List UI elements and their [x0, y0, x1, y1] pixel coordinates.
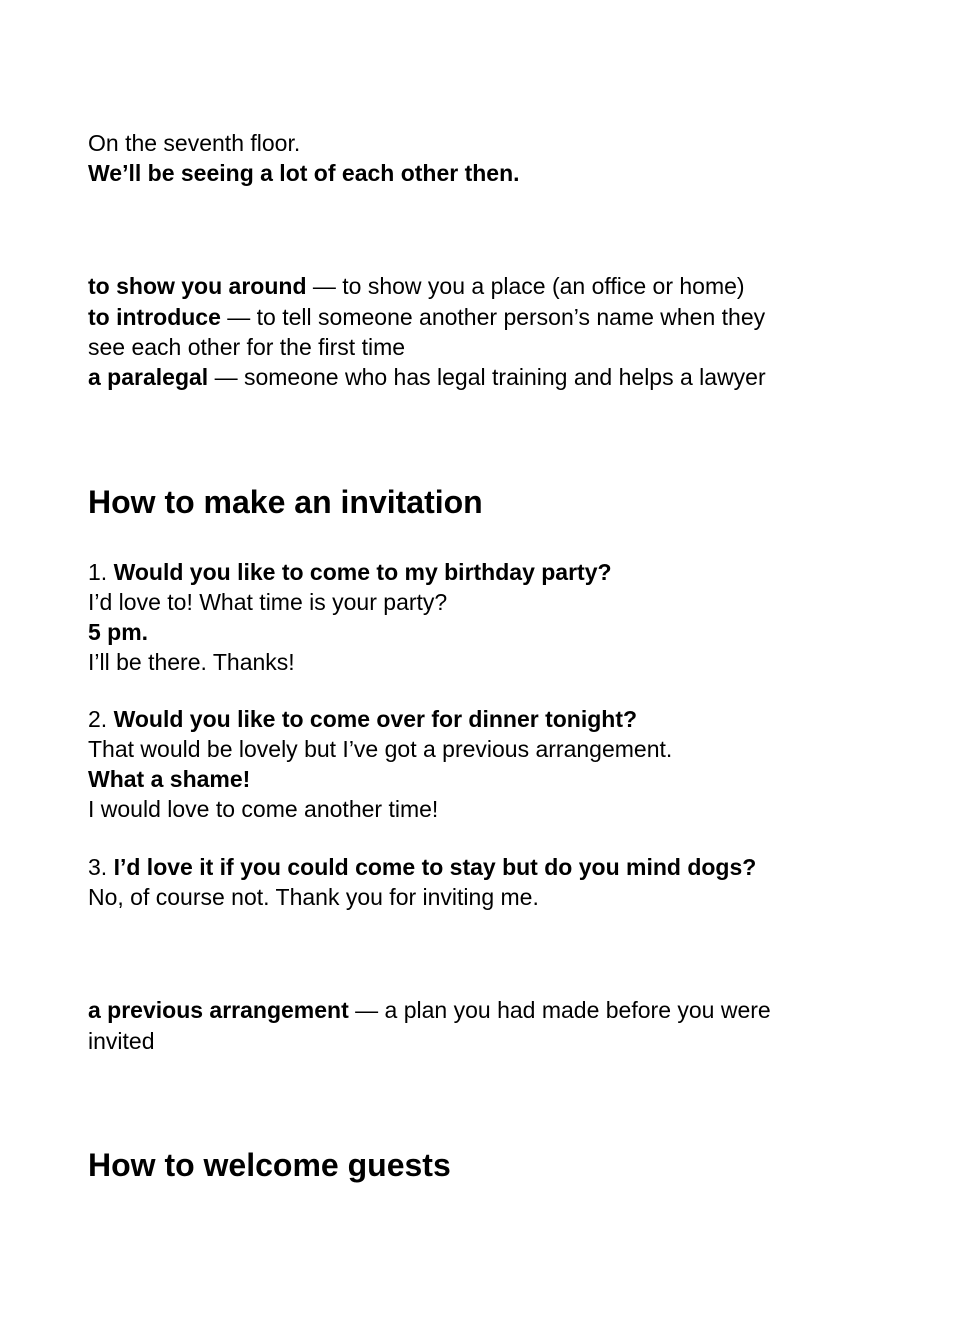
dialogue-number: 3.	[88, 854, 114, 880]
glossary-term: to show you around	[88, 273, 307, 299]
dialogue-question-text: Would you like to come to my birthday party?	[113, 559, 612, 585]
glossary-entry	[88, 995, 771, 1025]
glossary-definition: — someone who has legal training and helps a lawyer	[208, 364, 766, 390]
glossary-definition: — to show you a place (an office or home)	[306, 273, 745, 299]
dialogue-answer: That would be lovely but I’ve got a previous arrangement.	[88, 736, 673, 762]
dialogue-answer: I’ll be there. Thanks!	[88, 649, 295, 675]
section-heading: How to make an invitation	[88, 484, 483, 520]
glossary-definition: — a plan you had made before you were	[348, 997, 771, 1023]
dialogue-question	[88, 852, 756, 882]
dialogue-question	[88, 557, 612, 587]
dialogue-answer: I would love to come another time!	[88, 796, 439, 822]
glossary-definition-continued: see each other for the first time	[88, 334, 406, 360]
glossary-term: a paralegal	[88, 364, 209, 390]
section-heading: How to welcome guests	[88, 1147, 451, 1183]
dialogue-question: 5 pm.	[88, 619, 149, 645]
glossary-entry	[88, 271, 745, 301]
glossary-term: to introduce	[88, 304, 221, 330]
dialogue-question-text: Would you like to come over for dinner tonight?	[113, 706, 638, 732]
dialogue-line-bold: We’ll be seeing a lot of each other then.	[88, 160, 520, 186]
glossary-definition: — to tell someone another person’s name when they	[220, 304, 766, 330]
dialogue-question-text: I’d love it if you could come to stay but do you mind dogs?	[113, 854, 757, 880]
dialogue-question: What a shame!	[88, 766, 251, 792]
glossary-definition-continued: invited	[88, 1028, 155, 1054]
dialogue-line: On the seventh floor.	[88, 130, 301, 156]
dialogue-answer: I’d love to! What time is your party?	[88, 589, 448, 615]
glossary-term: a previous arrangement	[88, 997, 349, 1023]
glossary-entry	[88, 362, 766, 392]
dialogue-answer: No, of course not. Thank you for inviting me.	[88, 884, 539, 910]
dialogue-number: 1.	[88, 559, 114, 585]
dialogue-question	[88, 704, 637, 734]
dialogue-number: 2.	[88, 706, 114, 732]
glossary-entry	[88, 302, 765, 332]
